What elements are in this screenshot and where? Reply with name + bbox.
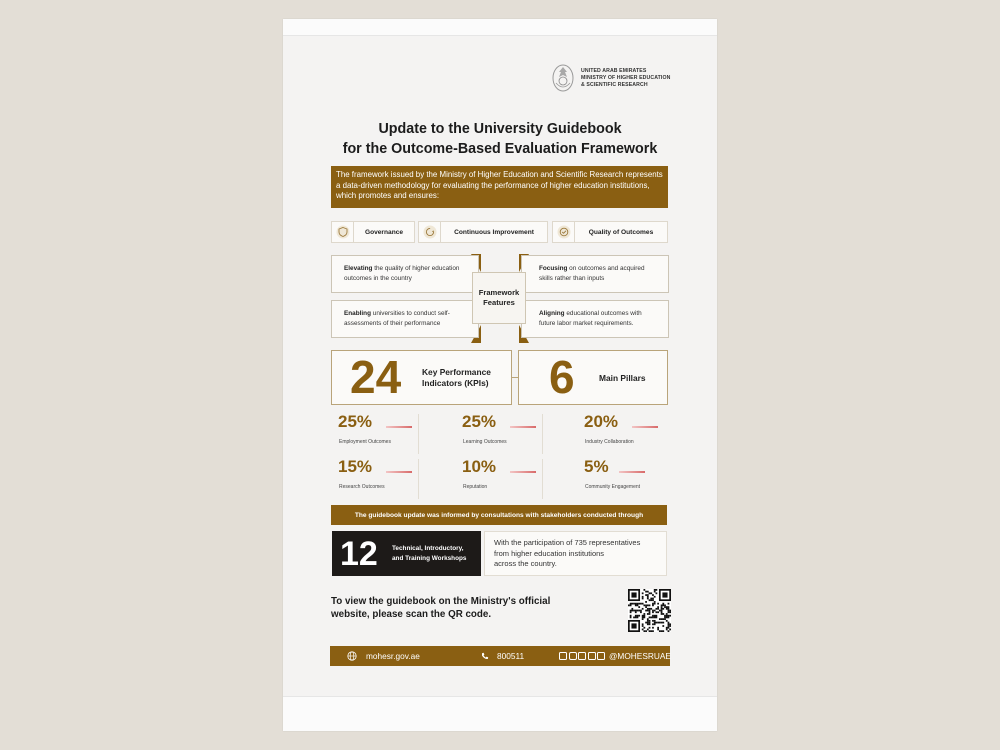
- feature-keyword: Elevating: [344, 265, 373, 272]
- weight-label: Industry Collaboration: [585, 439, 634, 445]
- social-handle-text: @MOHESRUAE: [609, 651, 671, 661]
- workshops-label-line: and Training Workshops: [392, 554, 467, 562]
- weight-card: [333, 459, 419, 499]
- weight-card: [579, 414, 665, 454]
- weight-label: Employment Outcomes: [339, 439, 391, 445]
- kpi-label: [422, 367, 491, 389]
- workshops-box: [332, 531, 481, 576]
- feature-text: educational outcomes with future labor market requirements.: [539, 310, 642, 327]
- shield-check-icon: [333, 222, 354, 242]
- pillar-quality-of-outcomes: [552, 221, 668, 243]
- participation-line: With the participation of 735 representatives: [494, 538, 641, 547]
- kpi-stat-box: [331, 350, 512, 405]
- weight-card: [579, 459, 665, 499]
- consultation-banner: The guidebook update was informed by consultations with stakeholders conducted through: [331, 505, 667, 525]
- pillar-label: Governance: [364, 228, 404, 236]
- weight-card: [457, 459, 543, 499]
- weight-value: 5%: [584, 457, 609, 476]
- guidebook-poster: [283, 19, 717, 731]
- weight-card: [333, 414, 419, 454]
- poster-bottom-margin: [283, 696, 717, 731]
- title-line: for the Outcome-Based Evaluation Framework: [342, 141, 658, 157]
- badge-check-icon: [554, 222, 575, 242]
- weight-accent-line: [619, 471, 645, 473]
- poster-top-margin: [283, 19, 717, 36]
- weight-accent-line: [632, 426, 658, 428]
- feature-keyword: Focusing: [539, 265, 568, 272]
- center-line: Features: [483, 298, 515, 307]
- weight-accent-line: [386, 426, 412, 428]
- ministry-line: & SCIENTIFIC RESEARCH: [581, 82, 648, 88]
- feature-enabling: [331, 300, 479, 338]
- weight-value: 25%: [462, 412, 497, 431]
- youtube-icon: [578, 652, 586, 660]
- weight-label: Reputation: [463, 484, 488, 490]
- weight-value: 20%: [584, 412, 619, 431]
- framework-features-center: [472, 272, 526, 324]
- website-link[interactable]: [347, 646, 420, 666]
- pillars-number: 6: [549, 351, 575, 403]
- phone-icon: [481, 652, 489, 660]
- phone-link[interactable]: [481, 646, 524, 666]
- weight-value: 10%: [462, 457, 497, 476]
- ministry-line: UNITED ARAB EMIRATES: [581, 68, 647, 74]
- pillar-continuous-improvement: [418, 221, 548, 243]
- feature-text: universities to conduct self-assessments of their performance: [344, 310, 450, 327]
- participation-box: [484, 531, 667, 576]
- feature-focusing: [521, 255, 669, 293]
- weight-label: Learning Outcomes: [463, 439, 507, 445]
- card-divider: [418, 459, 419, 499]
- uae-emblem-icon: [551, 63, 575, 93]
- workshops-label: [392, 544, 466, 563]
- weight-value: 25%: [338, 412, 373, 431]
- pillars-stat-box: [518, 350, 668, 405]
- social-handle[interactable]: [559, 646, 671, 666]
- weight-label: Research Outcomes: [339, 484, 385, 490]
- card-divider: [542, 459, 543, 499]
- participation-line: across the country.: [494, 559, 557, 568]
- weight-accent-line: [510, 471, 536, 473]
- kpi-label-line: Indicators (KPIs): [422, 378, 489, 388]
- weight-accent-line: [510, 426, 536, 428]
- pillar-governance: [331, 221, 415, 243]
- weight-accent-line: [386, 471, 412, 473]
- participation-line: from higher education institutions: [494, 548, 605, 558]
- title-line: Update to the University Guidebook: [378, 121, 622, 137]
- intro-banner: The framework issued by the Ministry of Higher Education and Scientific Research represents a data-driven methodology for evaluating the performance of higher education institutions, which promotes and ensures:: [331, 166, 668, 208]
- page-title: [283, 119, 717, 159]
- feature-text: on outcomes and acquired skills rather than inputs: [539, 265, 645, 282]
- qr-prompt-line: website, please scan the QR code.: [331, 609, 492, 620]
- weight-value: 15%: [338, 457, 373, 476]
- phone-text: 800511: [497, 651, 525, 661]
- facebook-icon: [597, 652, 605, 660]
- ministry-name: [581, 68, 670, 89]
- workshops-number: 12: [340, 535, 378, 573]
- center-line: Framework: [478, 288, 520, 297]
- qr-prompt: [331, 595, 550, 621]
- card-divider: [418, 414, 419, 454]
- qr-code-icon[interactable]: [628, 589, 671, 632]
- contact-footer: [330, 646, 670, 666]
- feature-elevating: [331, 255, 479, 293]
- pillar-label: Continuous Improvement: [454, 228, 534, 236]
- kpi-label-line: Key Performance: [422, 367, 491, 377]
- feature-keyword: Enabling: [344, 310, 371, 317]
- feature-text: the quality of higher education outcomes in the country: [344, 265, 460, 282]
- card-divider: [542, 414, 543, 454]
- pillars-label: Main Pillars: [599, 373, 646, 383]
- pillar-label: Quality of Outcomes: [588, 228, 654, 236]
- kpi-number: 24: [350, 351, 402, 403]
- globe-icon: [347, 651, 357, 661]
- cycle-icon: [420, 222, 441, 242]
- qr-prompt-line: To view the guidebook on the Ministry's official: [331, 596, 551, 607]
- linkedin-icon: [588, 652, 596, 660]
- weight-card: [457, 414, 543, 454]
- workshops-label-line: Technical, Introductory,: [392, 545, 464, 552]
- instagram-icon: [569, 652, 577, 660]
- weight-label: Community Engagement: [585, 484, 641, 490]
- feature-keyword: Aligning: [539, 310, 565, 317]
- x-icon: [559, 652, 567, 660]
- feature-aligning: [521, 300, 669, 338]
- ministry-line: MINISTRY OF HIGHER EDUCATION: [581, 75, 671, 81]
- website-text: mohesr.gov.ae: [366, 651, 420, 661]
